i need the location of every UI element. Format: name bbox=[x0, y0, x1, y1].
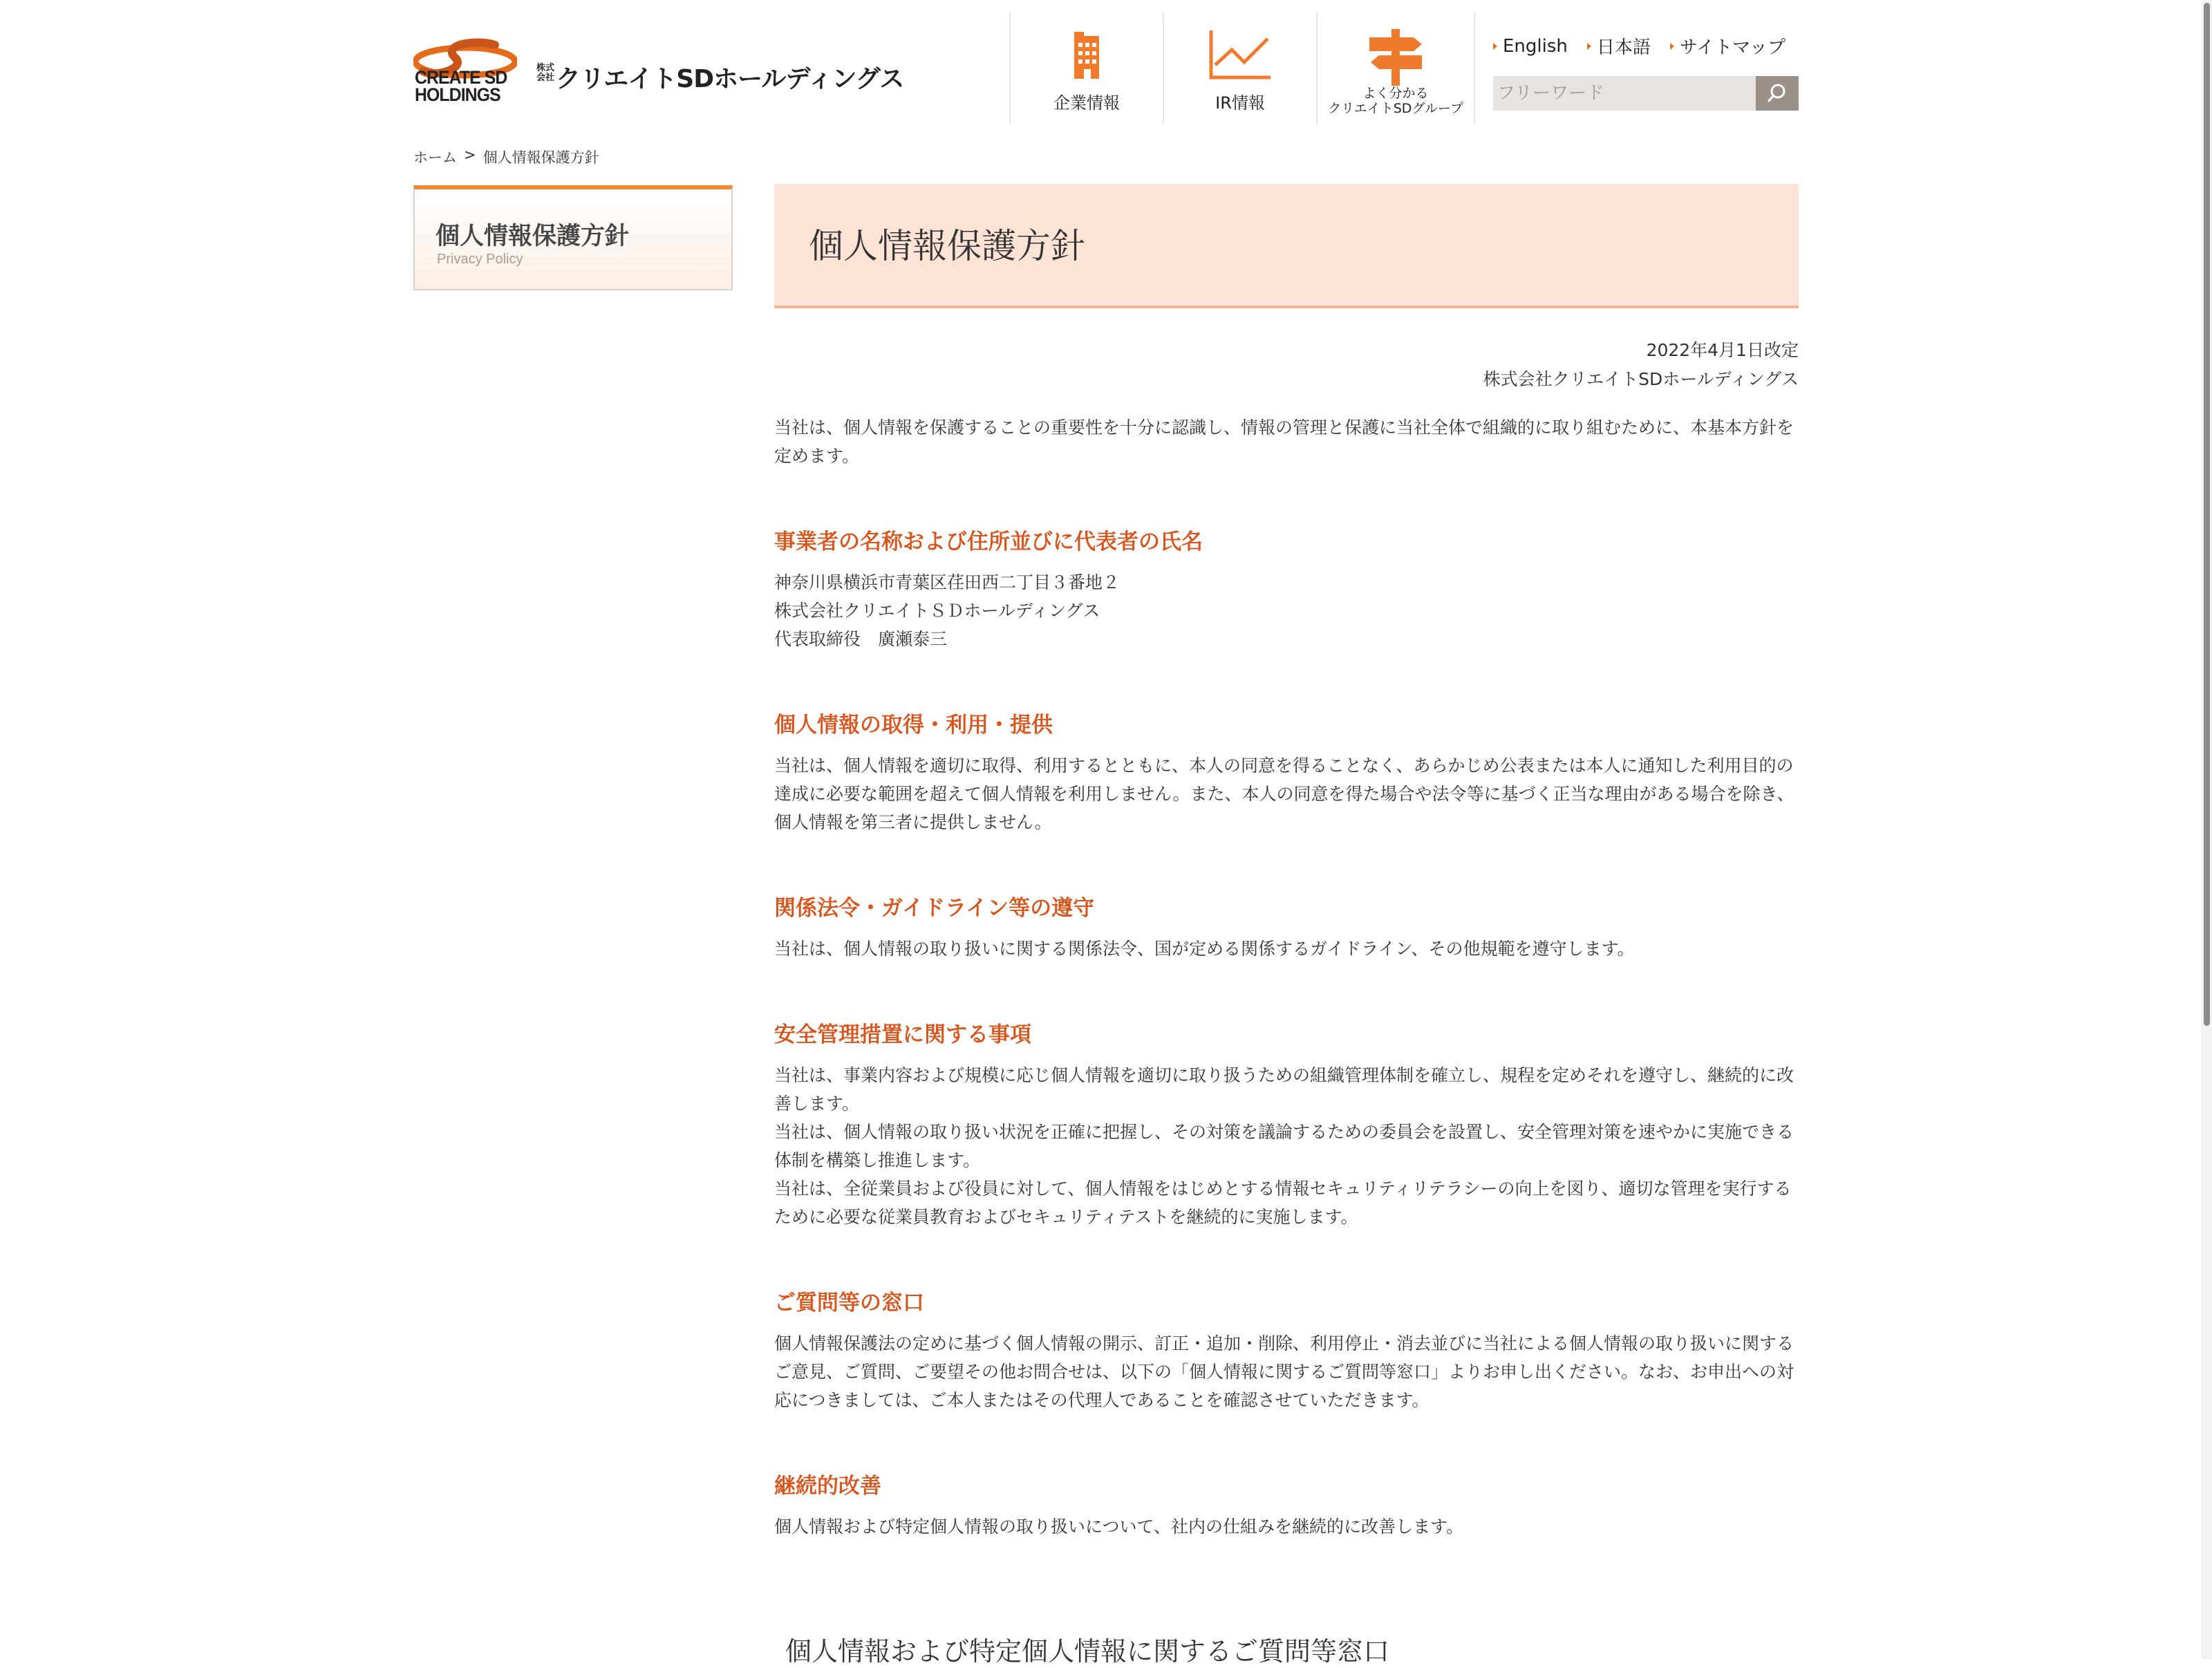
logo-japanese-name: クリエイトSDホールディングス bbox=[556, 65, 904, 93]
page-scrollbar[interactable] bbox=[2201, 0, 2212, 1659]
representative-line: 代表取締役 廣瀬泰三 bbox=[774, 629, 948, 649]
section-heading: 個人情報の取得・利用・提供 bbox=[774, 713, 1053, 738]
arrow-right-icon bbox=[1587, 43, 1591, 50]
section-paragraph: 当社は、全従業員および役員に対して、個人情報をはじめとする情報セキュリティリテラシーの向上を図り、適切な管理を実行するために必要な従業員教育およびセキュリティテストを継続的に実施します。 bbox=[774, 1179, 1792, 1227]
breadcrumb-separator: > bbox=[464, 147, 476, 163]
section-paragraph: 当社は、個人情報を適切に取得、利用するとともに、本人の同意を得ることなく、あらかじめ公表または本人に通知した利用目的の達成に必要な範囲を超えて個人情報を利用しません。また、本人の同意を得た場合や法令等に基づく正当な理由がある場合を除き、個人情報を第三者に提供しません。 bbox=[774, 756, 1794, 832]
search-icon bbox=[1767, 83, 1788, 104]
section-heading: 継続的改善 bbox=[774, 1474, 881, 1499]
address-line: 神奈川県横浜市青葉区荏田西二丁目３番地２ bbox=[774, 572, 1121, 592]
nav-corporate-info[interactable] bbox=[1009, 12, 1163, 124]
section-heading: 関係法令・ガイドライン等の遵守 bbox=[774, 896, 1095, 921]
section-acquisition-use bbox=[774, 711, 1799, 836]
section-paragraph: 当社は、個人情報の取り扱いに関する関係法令、国が定める関係するガイドライン、その他規範を遵守します。 bbox=[774, 939, 1635, 959]
policy-content bbox=[774, 413, 1799, 1541]
breadcrumb-home-link[interactable]: ホーム bbox=[413, 149, 457, 166]
intro-text: 当社は、個人情報を保護することの重要性を十分に認識し、情報の管理と保護に当社全体で組織的に取り組むために、本基本方針を定めます。 bbox=[774, 418, 1794, 466]
search-bar bbox=[1493, 76, 1799, 111]
sitemap-link[interactable]: サイトマップ bbox=[1670, 33, 1785, 59]
nav-label: 企業情報 bbox=[1053, 93, 1120, 113]
revision-info bbox=[1483, 336, 1799, 394]
section-security-measures bbox=[774, 1021, 1799, 1231]
section-heading: 事業者の名称および住所並びに代表者の氏名 bbox=[774, 530, 1203, 554]
japanese-link[interactable]: 日本語 bbox=[1587, 33, 1651, 59]
logo-english-text: CREATE SD HOLDINGS bbox=[415, 67, 507, 105]
nav-about-group[interactable] bbox=[1316, 12, 1475, 124]
page-title-box bbox=[774, 184, 1799, 308]
section-paragraph: 個人情報および特定個人情報の取り扱いについて、社内の仕組みを継続的に改善します。 bbox=[774, 1517, 1464, 1537]
section-paragraph: 個人情報保護法の定めに基づく個人情報の開示、訂正・追加・削除、利用停止・消去並びに当社による個人情報の取り扱いに関するご意見、ご質問、ご要望その他お問合せは、以下の「個人情報に関するご質問等窓口」よりお申し出ください。なお、お申出への対応につきましては、ご本人またはその代理人であることを確認させていただきます。 bbox=[774, 1333, 1794, 1410]
global-nav bbox=[1009, 12, 1475, 124]
line-chart-icon bbox=[1208, 29, 1272, 80]
section-business-info bbox=[774, 528, 1799, 653]
breadcrumb-current: 個人情報保護方針 bbox=[482, 149, 599, 166]
page-title: 個人情報保護方針 bbox=[809, 226, 1085, 266]
company-logo[interactable] bbox=[413, 24, 904, 106]
sidebar-title: 個人情報保護方針 bbox=[435, 223, 630, 250]
nav-label: IR情報 bbox=[1215, 93, 1265, 113]
section-paragraph: 当社は、個人情報の取り扱い状況を正確に把握し、その対策を議論するための委員会を設置し、安全管理対策を速やかに実施できる体制を構築し推進します。 bbox=[774, 1122, 1794, 1170]
scrollbar-thumb[interactable] bbox=[2204, 3, 2210, 1026]
section-continuous-improvement bbox=[774, 1472, 1799, 1541]
nav-ir-info[interactable] bbox=[1163, 12, 1316, 124]
sidebar-subtitle: Privacy Policy bbox=[437, 252, 523, 267]
utility-links bbox=[1493, 33, 1785, 59]
search-button[interactable] bbox=[1756, 76, 1799, 111]
company-name: 株式会社クリエイトSDホールディングス bbox=[1483, 369, 1799, 389]
section-heading: ご質問等の窓口 bbox=[774, 1291, 924, 1315]
section-paragraph: 当社は、事業内容および規模に応じ個人情報を適切に取り扱うための組織管理体制を確立し、規程を定めそれを遵守し、継続的に改善します。 bbox=[774, 1065, 1794, 1114]
company-line: 株式会社クリエイトＳＤホールディングス bbox=[774, 601, 1100, 621]
revision-date: 2022年4月1日改定 bbox=[1646, 340, 1799, 360]
section-compliance bbox=[774, 894, 1799, 963]
nav-label: よく分かる クリエイトSDグループ bbox=[1328, 86, 1463, 116]
signpost-icon bbox=[1368, 29, 1423, 86]
inquiry-desk-heading: 個人情報および特定個人情報に関するご質問等窓口 bbox=[785, 1636, 1390, 1667]
section-inquiry-desk bbox=[774, 1289, 1799, 1414]
logo-kabushiki-text: 株式会社 bbox=[536, 63, 555, 83]
arrow-right-icon bbox=[1670, 43, 1674, 50]
arrow-right-icon bbox=[1493, 43, 1497, 50]
building-icon bbox=[1069, 29, 1105, 79]
search-input[interactable] bbox=[1493, 76, 1756, 111]
breadcrumb bbox=[413, 147, 599, 167]
sidebar-title-box bbox=[413, 185, 733, 290]
section-heading: 安全管理措置に関する事項 bbox=[774, 1022, 1031, 1047]
english-link[interactable]: English bbox=[1493, 33, 1568, 59]
